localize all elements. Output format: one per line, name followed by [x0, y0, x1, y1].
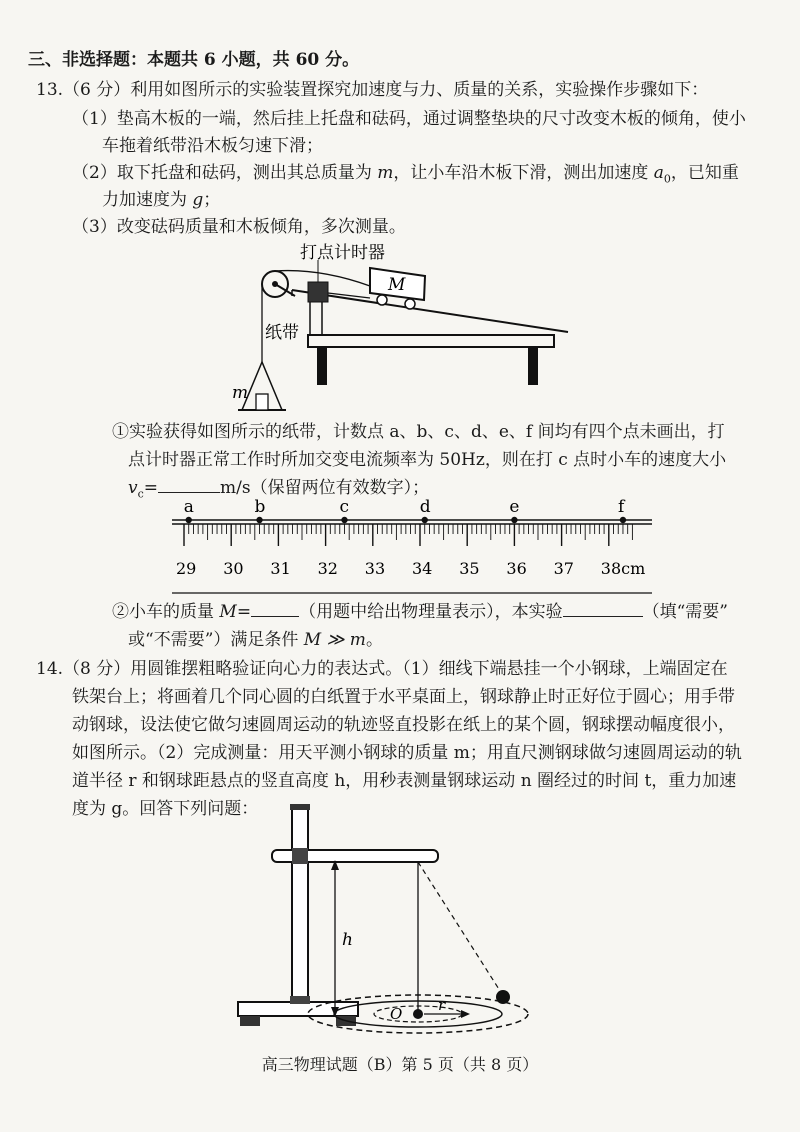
o-label: O — [390, 1005, 403, 1023]
q13-sub1c-v: v — [128, 478, 138, 498]
stand-post — [292, 806, 308, 1002]
q13-step2a — [72, 161, 739, 191]
q13-step2a-a0-sub: 0 — [663, 172, 671, 186]
tape-ruler-figure — [160, 498, 660, 598]
q13-sub2a-mid: （用题中给出物理量表示），本实验 — [299, 602, 563, 622]
q13-sub2a-pre: ②小车的质量 — [112, 602, 220, 622]
table-leg-left — [317, 347, 327, 385]
ruler-label: 34 — [412, 559, 433, 578]
q14-line2: 铁架台上；将画着几个同心圆的白纸置于水平桌面上，钢球静止时正好位于圆心；用手带 — [72, 687, 735, 707]
q13-step2b-text: 力加速度为 — [102, 190, 193, 210]
q13-step2b-post: ； — [203, 190, 221, 210]
q13-sub2b — [128, 628, 383, 652]
table-leg-right — [528, 347, 538, 385]
q13-intro-line — [36, 78, 708, 102]
q13-step2a-m: m — [377, 163, 394, 183]
q13-number: 13. — [36, 80, 64, 100]
q14-line1 — [36, 657, 728, 681]
q13-step2a-text: （2）取下托盘和砝码，测出其总质量为 — [72, 163, 378, 183]
velocity-answer-blank[interactable] — [158, 476, 220, 493]
q14-line3: 动钢球，设法使它做匀速圆周运动的轨迹竖直投影在纸上的某个圆，钢球摆动幅度很小， — [72, 715, 735, 735]
cart-wheel-left — [377, 295, 387, 305]
q13-step2b-g: g — [192, 190, 204, 210]
need-answer-blank[interactable] — [563, 600, 643, 617]
tape-point-label: e — [509, 498, 520, 517]
ruler-label: 35 — [459, 559, 480, 578]
section-heading: 三、非选择题：本题共 6 小题，共 60 分。 — [28, 50, 360, 70]
q13-sub1c-post: m/s（保留两位有效数字）； — [220, 478, 430, 498]
q13-sub2b-cond: M ≫ m — [303, 630, 366, 650]
tape-point-label: d — [419, 498, 431, 517]
q13-sub1c-eq: = — [143, 478, 159, 498]
q14-line4: 如图所示。（2）完成测量：用天平测小钢球的质量 m；用直尺测钢球做匀速圆周运动的轨 — [72, 743, 742, 763]
q13-sub1b: 点计时器正常工作时所加交变电流频率为 50Hz，则在打 c 点时小车的速度大小 — [128, 450, 727, 470]
q13-sub2a-M: M — [219, 602, 237, 622]
q13-step2a-mid: ，让小车沿木板下滑，测出加速度 — [393, 163, 654, 183]
center-ball — [413, 1009, 423, 1019]
page-footer: 高三物理试题（B）第 5 页（共 8 页） — [261, 1055, 539, 1074]
tape-point-label: c — [339, 498, 350, 517]
cart-wheel-right — [405, 299, 415, 309]
ruler-label: 29 — [176, 559, 197, 578]
ruler-label: 31 — [270, 559, 291, 578]
timer-label: 打点计时器 — [300, 243, 385, 263]
mass-label: m — [232, 383, 249, 403]
ruler-label: 38cm — [600, 559, 646, 578]
q13-sub2a — [112, 600, 728, 624]
q14-number: 14. — [36, 659, 64, 679]
table-top — [308, 335, 554, 347]
q13-step1a: （1）垫高木板的一端，然后挂上托盘和砝码，通过调整垫块的尺寸改变木板的倾角，使小 — [72, 109, 746, 129]
mass-answer-blank[interactable] — [251, 600, 299, 617]
q13-apparatus-figure — [220, 238, 580, 418]
clamp — [292, 848, 308, 864]
q13-sub1a: ①实验获得如图所示的纸带，计数点 a、b、c、d、e、f 间均有四个点未画出，打 — [112, 422, 725, 442]
incline-board — [292, 290, 568, 332]
tape-point-label: f — [617, 498, 625, 517]
q14-line6: 度为 g。回答下列问题： — [72, 799, 259, 819]
ruler-label: 37 — [553, 559, 574, 578]
h-label: h — [342, 930, 353, 950]
q13-sub2b-post: 。 — [365, 630, 383, 650]
q13-step2b — [102, 188, 220, 212]
q14-line5: 道半径 r 和钢球距悬点的竖直高度 h，用秒表测量钢球运动 n 圈经过的时间 t，重力加速 — [72, 771, 737, 791]
base-foot-left — [240, 1016, 260, 1026]
r-label: r — [438, 996, 446, 1014]
q13-step3: （3）改变砝码质量和木板倾角，多次测量。 — [72, 217, 406, 237]
q13-intro: （6 分）利用如图所示的实验装置探究加速度与力、质量的关系，实验操作步骤如下： — [63, 80, 709, 100]
tape-point-label: a — [183, 498, 194, 517]
radius-arrowhead — [461, 1010, 470, 1018]
tape-label: 纸带 — [265, 323, 299, 343]
pendulum-string — [418, 862, 502, 994]
timer-box — [308, 282, 328, 302]
q13-step1b: 车拖着纸带沿木板匀速下滑； — [102, 136, 323, 156]
weight — [256, 394, 268, 410]
q13-sub2a-post: （填“需要” — [642, 602, 728, 622]
q13-sub2a-eq: = — [236, 602, 252, 622]
q13-step2a-post: ，已知重 — [670, 163, 739, 183]
q14-pendulum-figure — [230, 800, 540, 1045]
post-cap — [290, 804, 310, 810]
q14-line1-text: （8 分）用圆锥摆粗略验证向心力的表达式。（1）细线下端悬挂一个小钢球，上端固定在 — [63, 659, 728, 679]
ruler-label: 33 — [364, 559, 386, 578]
q13-sub2b-pre: 或“不需要”）满足条件 — [128, 630, 304, 650]
steel-ball — [496, 990, 510, 1004]
ruler-label: 30 — [223, 559, 244, 578]
tape-point-label: b — [254, 498, 266, 517]
q13-step2a-a0: a — [653, 163, 664, 183]
cart-label: M — [388, 275, 406, 295]
q13-sub1c-sub: c — [137, 487, 144, 501]
post-socket — [290, 996, 310, 1004]
ruler-label: 36 — [506, 559, 527, 578]
ruler-label: 32 — [317, 559, 338, 578]
